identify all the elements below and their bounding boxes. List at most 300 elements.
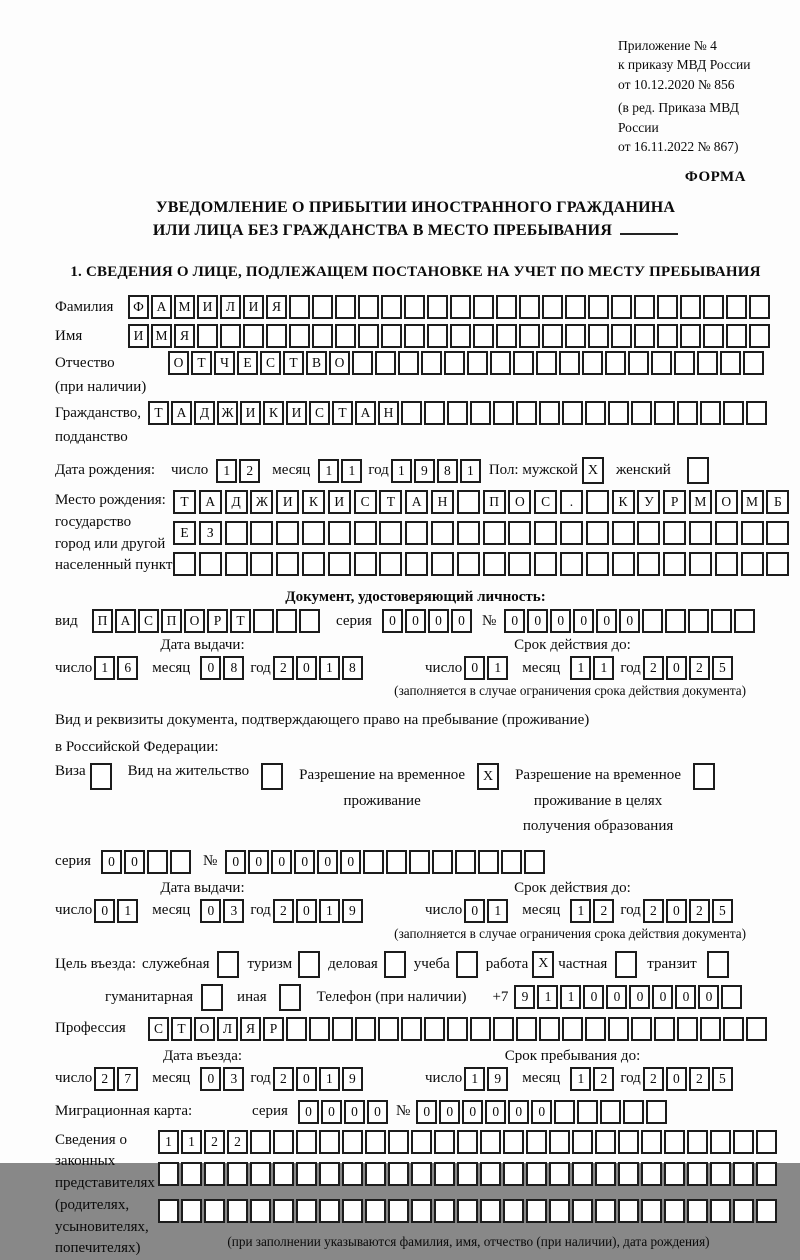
char-box[interactable]: Я <box>240 1017 261 1041</box>
char-box[interactable]: 3 <box>223 1067 244 1091</box>
char-box[interactable] <box>365 1162 386 1186</box>
char-box[interactable] <box>388 1162 409 1186</box>
char-box[interactable] <box>457 521 480 545</box>
char-box[interactable] <box>250 1130 271 1154</box>
char-box[interactable] <box>588 295 609 319</box>
char-box[interactable] <box>319 1199 340 1223</box>
char-box[interactable] <box>381 295 402 319</box>
char-box[interactable]: С <box>309 401 330 425</box>
char-box[interactable] <box>516 401 537 425</box>
char-box[interactable] <box>687 1162 708 1186</box>
char-box[interactable] <box>572 1199 593 1223</box>
char-box[interactable] <box>309 1017 330 1041</box>
char-box[interactable]: Л <box>220 295 241 319</box>
char-box[interactable]: 7 <box>117 1067 138 1091</box>
char-box[interactable] <box>299 609 320 633</box>
char-box[interactable] <box>526 1162 547 1186</box>
char-box[interactable] <box>450 295 471 319</box>
char-box[interactable]: В <box>306 351 327 375</box>
char-box[interactable] <box>199 552 222 576</box>
char-box[interactable] <box>503 1162 524 1186</box>
char-box[interactable] <box>227 1162 248 1186</box>
char-box[interactable] <box>715 521 738 545</box>
checkbox[interactable] <box>615 951 637 978</box>
char-box[interactable] <box>355 1017 376 1041</box>
char-box[interactable]: Ж <box>250 490 273 514</box>
char-box[interactable] <box>273 1162 294 1186</box>
char-box[interactable] <box>588 324 609 348</box>
char-box[interactable] <box>689 521 712 545</box>
char-box[interactable] <box>478 850 499 874</box>
char-box[interactable]: И <box>128 324 149 348</box>
char-box[interactable] <box>726 295 747 319</box>
char-box[interactable] <box>749 324 770 348</box>
char-box[interactable] <box>612 521 635 545</box>
char-box[interactable] <box>470 401 491 425</box>
char-box[interactable]: И <box>328 490 351 514</box>
char-box[interactable] <box>405 521 428 545</box>
char-box[interactable] <box>586 521 609 545</box>
char-box[interactable] <box>250 552 273 576</box>
char-box[interactable]: 9 <box>514 985 535 1009</box>
char-box[interactable]: 0 <box>416 1100 437 1124</box>
char-box[interactable]: К <box>302 490 325 514</box>
char-box[interactable] <box>628 351 649 375</box>
char-box[interactable]: Н <box>431 490 454 514</box>
char-box[interactable] <box>700 401 721 425</box>
char-box[interactable]: И <box>240 401 261 425</box>
char-box[interactable]: 0 <box>629 985 650 1009</box>
char-box[interactable]: 0 <box>583 985 604 1009</box>
char-box[interactable] <box>595 1162 616 1186</box>
char-box[interactable]: А <box>171 401 192 425</box>
char-box[interactable] <box>674 351 695 375</box>
char-box[interactable]: Я <box>174 324 195 348</box>
char-box[interactable] <box>710 1162 731 1186</box>
char-box[interactable] <box>455 850 476 874</box>
char-box[interactable] <box>572 1162 593 1186</box>
char-box[interactable]: А <box>151 295 172 319</box>
char-box[interactable]: 1 <box>537 985 558 1009</box>
char-box[interactable]: С <box>138 609 159 633</box>
char-box[interactable] <box>289 295 310 319</box>
char-box[interactable] <box>608 1017 629 1041</box>
char-box[interactable]: А <box>355 401 376 425</box>
char-box[interactable]: 1 <box>570 656 591 680</box>
char-box[interactable] <box>335 295 356 319</box>
char-box[interactable] <box>703 295 724 319</box>
char-box[interactable]: 8 <box>437 459 458 483</box>
char-box[interactable] <box>398 351 419 375</box>
char-box[interactable] <box>181 1162 202 1186</box>
char-box[interactable] <box>536 351 557 375</box>
char-box[interactable] <box>342 1130 363 1154</box>
char-box[interactable] <box>276 609 297 633</box>
char-box[interactable] <box>721 985 742 1009</box>
char-box[interactable]: 0 <box>652 985 673 1009</box>
char-box[interactable] <box>404 324 425 348</box>
char-box[interactable]: М <box>741 490 764 514</box>
char-box[interactable] <box>585 401 606 425</box>
char-box[interactable]: 1 <box>319 1067 340 1091</box>
char-box[interactable]: 0 <box>101 850 122 874</box>
char-box[interactable] <box>181 1199 202 1223</box>
char-box[interactable]: 6 <box>117 656 138 680</box>
char-box[interactable] <box>519 324 540 348</box>
char-box[interactable] <box>424 1017 445 1041</box>
char-box[interactable] <box>388 1130 409 1154</box>
char-box[interactable]: 0 <box>296 656 317 680</box>
char-box[interactable]: А <box>405 490 428 514</box>
char-box[interactable]: 0 <box>464 899 485 923</box>
checkbox[interactable] <box>261 763 283 790</box>
char-box[interactable]: Б <box>766 490 789 514</box>
char-box[interactable]: 0 <box>550 609 571 633</box>
char-box[interactable]: 1 <box>560 985 581 1009</box>
char-box[interactable]: 0 <box>451 609 472 633</box>
char-box[interactable] <box>250 1162 271 1186</box>
char-box[interactable]: 0 <box>124 850 145 874</box>
char-box[interactable]: М <box>174 295 195 319</box>
char-box[interactable] <box>534 521 557 545</box>
char-box[interactable] <box>253 609 274 633</box>
char-box[interactable] <box>250 1199 271 1223</box>
char-box[interactable] <box>542 324 563 348</box>
char-box[interactable] <box>663 552 686 576</box>
char-box[interactable]: О <box>329 351 350 375</box>
char-box[interactable]: 0 <box>619 609 640 633</box>
char-box[interactable] <box>296 1199 317 1223</box>
checkbox[interactable] <box>217 951 239 978</box>
char-box[interactable] <box>302 552 325 576</box>
char-box[interactable]: 1 <box>570 899 591 923</box>
char-box[interactable]: П <box>483 490 506 514</box>
char-box[interactable] <box>276 521 299 545</box>
char-box[interactable] <box>634 295 655 319</box>
char-box[interactable] <box>405 552 428 576</box>
char-box[interactable]: 0 <box>296 1067 317 1091</box>
char-box[interactable]: 0 <box>666 899 687 923</box>
char-box[interactable] <box>328 552 351 576</box>
char-box[interactable] <box>605 351 626 375</box>
char-box[interactable] <box>401 401 422 425</box>
char-box[interactable] <box>642 609 663 633</box>
char-box[interactable] <box>595 1199 616 1223</box>
char-box[interactable] <box>611 324 632 348</box>
char-box[interactable] <box>225 521 248 545</box>
char-box[interactable] <box>549 1162 570 1186</box>
char-box[interactable] <box>562 401 583 425</box>
char-box[interactable]: 9 <box>487 1067 508 1091</box>
char-box[interactable]: Д <box>225 490 248 514</box>
char-box[interactable] <box>618 1130 639 1154</box>
checkbox[interactable]: X <box>477 763 499 790</box>
char-box[interactable] <box>697 351 718 375</box>
char-box[interactable] <box>467 351 488 375</box>
char-box[interactable] <box>480 1162 501 1186</box>
char-box[interactable] <box>381 324 402 348</box>
checkbox[interactable] <box>279 984 301 1011</box>
char-box[interactable] <box>687 1199 708 1223</box>
char-box[interactable] <box>756 1199 777 1223</box>
char-box[interactable] <box>700 1017 721 1041</box>
char-box[interactable] <box>496 324 517 348</box>
char-box[interactable] <box>204 1162 225 1186</box>
char-box[interactable]: С <box>354 490 377 514</box>
char-box[interactable]: 1 <box>593 656 614 680</box>
char-box[interactable]: 9 <box>414 459 435 483</box>
char-box[interactable] <box>513 351 534 375</box>
char-box[interactable] <box>710 1130 731 1154</box>
char-box[interactable] <box>618 1199 639 1223</box>
char-box[interactable] <box>756 1130 777 1154</box>
char-box[interactable] <box>585 1017 606 1041</box>
char-box[interactable] <box>266 324 287 348</box>
char-box[interactable] <box>746 1017 767 1041</box>
char-box[interactable] <box>342 1162 363 1186</box>
char-box[interactable] <box>332 1017 353 1041</box>
char-box[interactable] <box>687 1130 708 1154</box>
char-box[interactable]: 0 <box>200 656 221 680</box>
char-box[interactable] <box>534 552 557 576</box>
char-box[interactable] <box>572 1130 593 1154</box>
char-box[interactable] <box>503 1130 524 1154</box>
char-box[interactable] <box>388 1199 409 1223</box>
char-box[interactable] <box>654 1017 675 1041</box>
char-box[interactable] <box>358 295 379 319</box>
char-box[interactable] <box>483 521 506 545</box>
char-box[interactable]: 2 <box>689 656 710 680</box>
char-box[interactable]: Т <box>230 609 251 633</box>
char-box[interactable] <box>501 850 522 874</box>
char-box[interactable] <box>634 324 655 348</box>
char-box[interactable]: 0 <box>428 609 449 633</box>
char-box[interactable]: 0 <box>317 850 338 874</box>
char-box[interactable] <box>220 324 241 348</box>
char-box[interactable]: И <box>243 295 264 319</box>
char-box[interactable] <box>409 850 430 874</box>
char-box[interactable]: 0 <box>573 609 594 633</box>
char-box[interactable] <box>411 1199 432 1223</box>
char-box[interactable]: 9 <box>342 1067 363 1091</box>
char-box[interactable]: К <box>263 401 284 425</box>
char-box[interactable] <box>733 1130 754 1154</box>
char-box[interactable] <box>542 295 563 319</box>
char-box[interactable]: О <box>715 490 738 514</box>
char-box[interactable]: Р <box>663 490 686 514</box>
char-box[interactable] <box>365 1130 386 1154</box>
char-box[interactable] <box>637 521 660 545</box>
char-box[interactable]: 0 <box>698 985 719 1009</box>
char-box[interactable] <box>689 552 712 576</box>
char-box[interactable]: Т <box>332 401 353 425</box>
char-box[interactable] <box>480 1130 501 1154</box>
char-box[interactable]: Т <box>171 1017 192 1041</box>
char-box[interactable]: Р <box>207 609 228 633</box>
char-box[interactable] <box>726 324 747 348</box>
char-box[interactable]: О <box>168 351 189 375</box>
char-box[interactable] <box>447 1017 468 1041</box>
char-box[interactable] <box>526 1130 547 1154</box>
char-box[interactable]: 0 <box>382 609 403 633</box>
char-box[interactable] <box>680 295 701 319</box>
char-box[interactable] <box>710 1199 731 1223</box>
char-box[interactable] <box>342 1199 363 1223</box>
char-box[interactable]: П <box>92 609 113 633</box>
char-box[interactable] <box>379 521 402 545</box>
char-box[interactable]: 1 <box>570 1067 591 1091</box>
char-box[interactable] <box>733 1162 754 1186</box>
char-box[interactable] <box>741 552 764 576</box>
char-box[interactable] <box>358 324 379 348</box>
char-box[interactable] <box>434 1162 455 1186</box>
char-box[interactable] <box>354 552 377 576</box>
char-box[interactable] <box>250 521 273 545</box>
char-box[interactable]: 8 <box>342 656 363 680</box>
checkbox[interactable] <box>90 763 112 790</box>
char-box[interactable]: И <box>276 490 299 514</box>
char-box[interactable] <box>618 1162 639 1186</box>
char-box[interactable] <box>524 850 545 874</box>
char-box[interactable] <box>746 401 767 425</box>
char-box[interactable]: 5 <box>712 656 733 680</box>
char-box[interactable] <box>519 295 540 319</box>
char-box[interactable]: Д <box>194 401 215 425</box>
char-box[interactable]: М <box>689 490 712 514</box>
checkbox[interactable] <box>456 951 478 978</box>
char-box[interactable] <box>562 1017 583 1041</box>
char-box[interactable] <box>582 351 603 375</box>
char-box[interactable]: 0 <box>508 1100 529 1124</box>
char-box[interactable]: 0 <box>531 1100 552 1124</box>
char-box[interactable] <box>312 295 333 319</box>
checkbox[interactable] <box>693 763 715 790</box>
char-box[interactable]: 0 <box>271 850 292 874</box>
char-box[interactable]: 1 <box>319 899 340 923</box>
char-box[interactable]: Т <box>283 351 304 375</box>
char-box[interactable] <box>480 1199 501 1223</box>
char-box[interactable] <box>378 1017 399 1041</box>
char-box[interactable] <box>365 1199 386 1223</box>
char-box[interactable] <box>158 1162 179 1186</box>
char-box[interactable]: 2 <box>273 1067 294 1091</box>
char-box[interactable] <box>503 1199 524 1223</box>
char-box[interactable]: Т <box>173 490 196 514</box>
char-box[interactable] <box>431 552 454 576</box>
char-box[interactable]: 1 <box>487 899 508 923</box>
char-box[interactable]: 2 <box>204 1130 225 1154</box>
char-box[interactable] <box>743 351 764 375</box>
char-box[interactable]: 0 <box>296 899 317 923</box>
char-box[interactable]: О <box>184 609 205 633</box>
char-box[interactable]: 0 <box>485 1100 506 1124</box>
char-box[interactable]: 0 <box>405 609 426 633</box>
char-box[interactable] <box>723 1017 744 1041</box>
char-box[interactable] <box>354 521 377 545</box>
char-box[interactable] <box>457 552 480 576</box>
char-box[interactable] <box>516 1017 537 1041</box>
char-box[interactable]: 0 <box>606 985 627 1009</box>
char-box[interactable] <box>663 521 686 545</box>
char-box[interactable] <box>470 1017 491 1041</box>
char-box[interactable] <box>483 552 506 576</box>
char-box[interactable] <box>457 1162 478 1186</box>
char-box[interactable] <box>457 1199 478 1223</box>
char-box[interactable] <box>733 1199 754 1223</box>
char-box[interactable]: 1 <box>181 1130 202 1154</box>
char-box[interactable] <box>600 1100 621 1124</box>
char-box[interactable]: 8 <box>223 656 244 680</box>
char-box[interactable] <box>565 324 586 348</box>
char-box[interactable] <box>608 401 629 425</box>
char-box[interactable]: Р <box>263 1017 284 1041</box>
char-box[interactable] <box>623 1100 644 1124</box>
char-box[interactable] <box>703 324 724 348</box>
char-box[interactable]: 0 <box>464 656 485 680</box>
char-box[interactable] <box>646 1100 667 1124</box>
char-box[interactable] <box>637 552 660 576</box>
char-box[interactable]: Е <box>173 521 196 545</box>
char-box[interactable] <box>586 490 609 514</box>
char-box[interactable] <box>549 1199 570 1223</box>
char-box[interactable] <box>508 521 531 545</box>
char-box[interactable]: 1 <box>464 1067 485 1091</box>
checkbox[interactable] <box>687 457 709 484</box>
char-box[interactable] <box>273 1199 294 1223</box>
char-box[interactable] <box>526 1199 547 1223</box>
char-box[interactable]: 0 <box>596 609 617 633</box>
char-box[interactable] <box>664 1130 685 1154</box>
char-box[interactable] <box>664 1162 685 1186</box>
char-box[interactable]: 0 <box>367 1100 388 1124</box>
char-box[interactable] <box>493 1017 514 1041</box>
char-box[interactable]: 2 <box>593 899 614 923</box>
char-box[interactable] <box>434 1130 455 1154</box>
char-box[interactable]: И <box>197 295 218 319</box>
char-box[interactable] <box>688 609 709 633</box>
char-box[interactable]: 1 <box>94 656 115 680</box>
char-box[interactable] <box>447 401 468 425</box>
char-box[interactable]: 1 <box>487 656 508 680</box>
char-box[interactable] <box>766 552 789 576</box>
char-box[interactable]: О <box>194 1017 215 1041</box>
char-box[interactable] <box>654 401 675 425</box>
char-box[interactable]: 0 <box>298 1100 319 1124</box>
char-box[interactable] <box>677 1017 698 1041</box>
char-box[interactable] <box>612 552 635 576</box>
char-box[interactable] <box>158 1199 179 1223</box>
char-box[interactable]: 0 <box>675 985 696 1009</box>
checkbox[interactable]: X <box>532 951 554 978</box>
char-box[interactable]: Т <box>379 490 402 514</box>
char-box[interactable]: 1 <box>391 459 412 483</box>
char-box[interactable] <box>577 1100 598 1124</box>
char-box[interactable]: Е <box>237 351 258 375</box>
char-box[interactable] <box>421 351 442 375</box>
char-box[interactable]: А <box>115 609 136 633</box>
char-box[interactable] <box>641 1130 662 1154</box>
checkbox[interactable] <box>298 951 320 978</box>
checkbox[interactable]: X <box>582 457 604 484</box>
char-box[interactable]: 1 <box>158 1130 179 1154</box>
checkbox[interactable] <box>384 951 406 978</box>
char-box[interactable]: 0 <box>462 1100 483 1124</box>
char-box[interactable]: 0 <box>504 609 525 633</box>
char-box[interactable] <box>319 1162 340 1186</box>
char-box[interactable] <box>473 324 494 348</box>
char-box[interactable] <box>170 850 191 874</box>
char-box[interactable] <box>631 1017 652 1041</box>
